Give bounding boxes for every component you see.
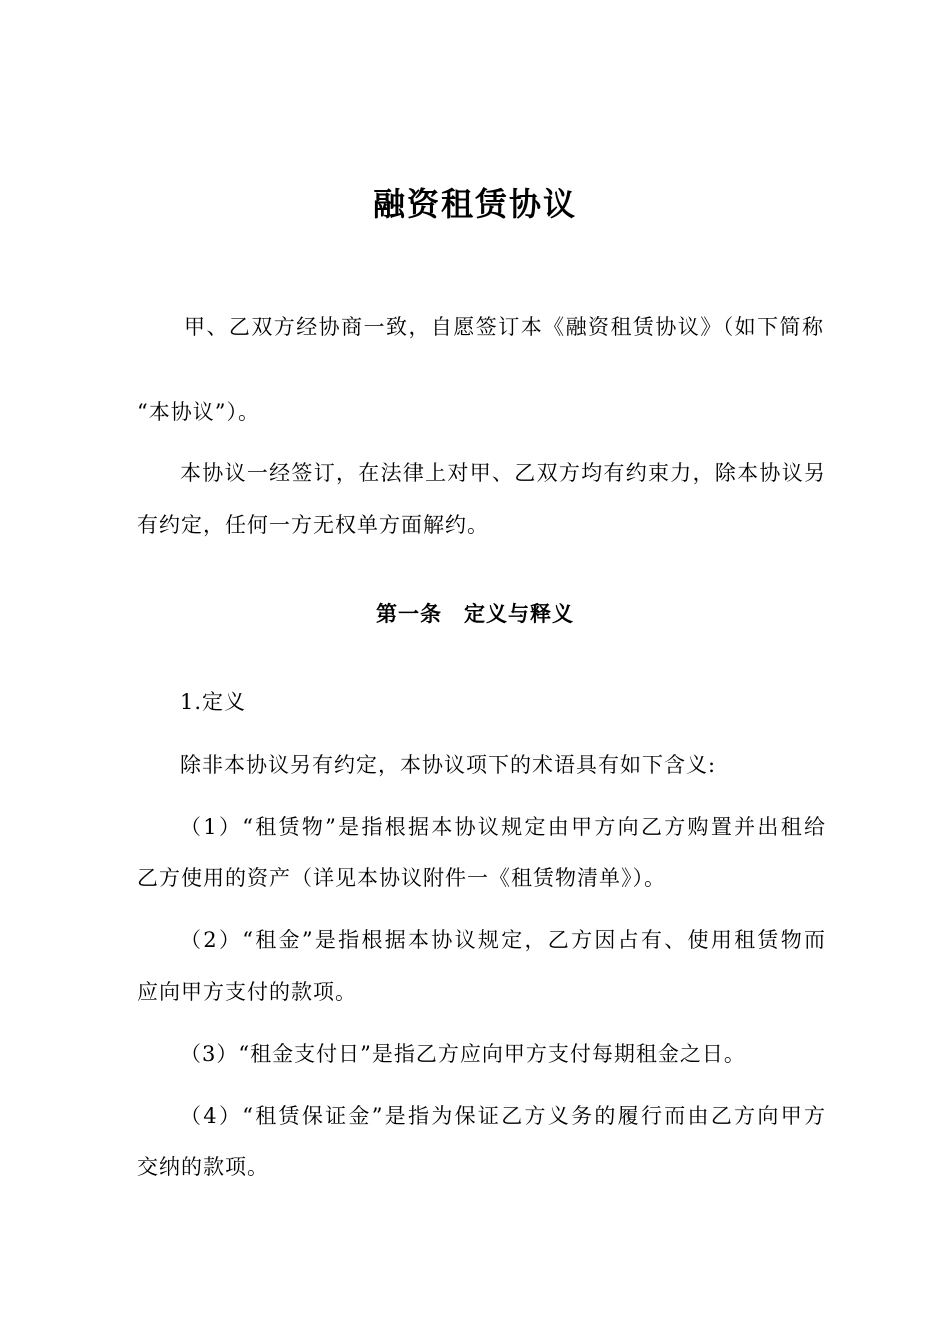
definition-item-1-line-2: 乙方使用的资产（详见本协议附件一《租赁物清单》）。 [137, 866, 666, 890]
document-title: 融资租赁协议 [372, 185, 577, 223]
binding-line-1: 本协议一经签订，在法律上对甲、乙双方均有约束力，除本协议另 [180, 461, 826, 485]
definitions-intro: 除非本协议另有约定，本协议项下的术语具有如下含义: [180, 753, 717, 777]
definition-item-3-line-1: （3）“租金支付日”是指乙方应向甲方支付每期租金之日。 [180, 1042, 746, 1066]
definition-item-2-line-2: 应向甲方支付的款项。 [137, 980, 357, 1004]
definition-item-4-line-1: （4）“租赁保证金”是指为保证乙方义务的履行而由乙方向甲方 [180, 1104, 826, 1128]
definitions-label: 1.定义 [180, 690, 247, 714]
definition-item-2-line-1: （2）“租金”是指根据本协议规定，乙方因占有、使用租赁物而 [180, 928, 826, 952]
binding-line-2: 有约定，任何一方无权单方面解约。 [137, 513, 489, 537]
definition-item-1-line-1: （1）“租赁物”是指根据本协议规定由甲方向乙方购置并出租给 [180, 815, 826, 839]
intro-line-2: “本协议”）。 [137, 400, 260, 424]
intro-line-1: 甲、乙双方经协商一致，自愿签订本《融资租赁协议》（如下简称 [184, 315, 824, 339]
definition-item-4-line-2: 交纳的款项。 [137, 1155, 269, 1179]
article-1-heading: 第一条 定义与释义 [376, 602, 574, 626]
